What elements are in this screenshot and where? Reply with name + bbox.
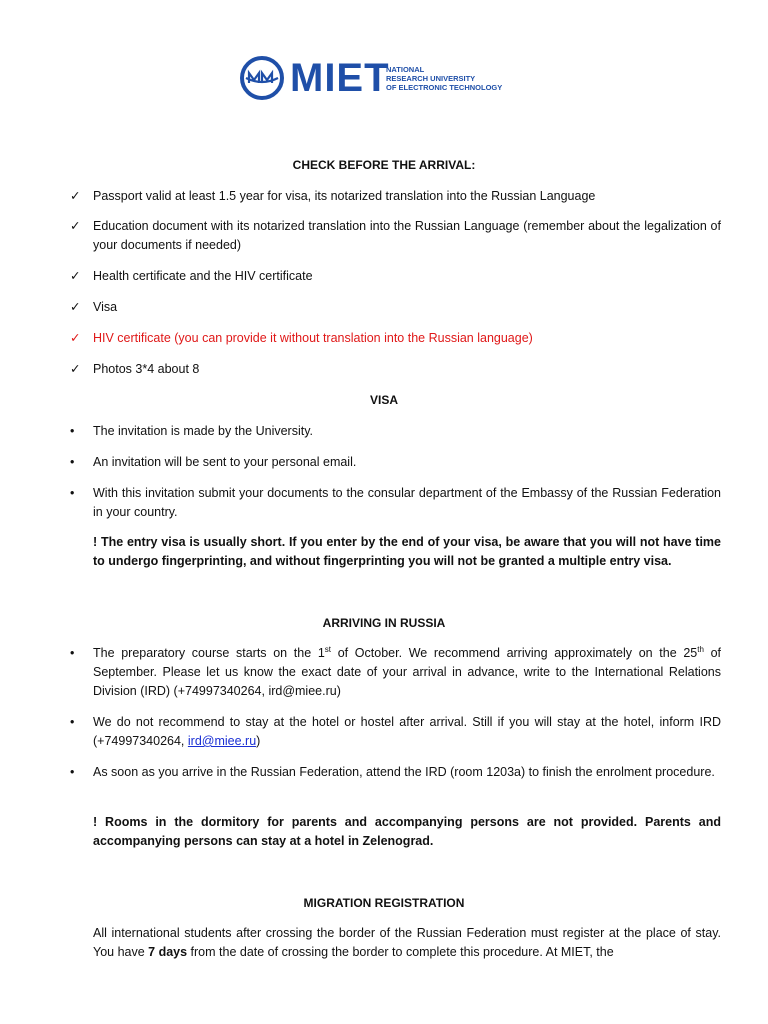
- bullet-icon: •: [70, 715, 75, 729]
- migration-text-part: All international students after crossing the border of the Russian Federation must register at the place of stay. You have: [93, 926, 721, 959]
- bullet-icon: •: [70, 455, 75, 469]
- arriving-item-text: [93, 644, 721, 701]
- check-item-text: Photos 3*4 about 8: [93, 362, 200, 376]
- miet-logo-icon: [240, 56, 284, 100]
- visa-item-text: An invitation will be sent to your personal email.: [93, 455, 357, 469]
- check-item-text: Health certificate and the HIV certificate: [93, 269, 313, 283]
- arriving-item-text-part: The preparatory course starts on the 1: [93, 646, 325, 660]
- visa-item-text: The invitation is made by the University.: [93, 424, 314, 438]
- migration-deadline: 7 days: [148, 945, 188, 959]
- superscript: st: [324, 644, 332, 654]
- logo-subtitle-line: RESEARCH UNIVERSITY: [386, 74, 476, 83]
- arriving-item-text-part: of September. Please let us know the exact date of your arrival in advance, write to the International Relations Division (IRD) (+74997340264, ird@miee.ru): [93, 646, 721, 698]
- visa-warning-note: ! The entry visa is usually short. If you enter by the end of your visa, be aware that you will not have time to undergo fingerprinting, and without fingerprinting you will not be granted a multiple entry visa.: [93, 535, 721, 568]
- arriving-item-text-part: of October. We recommend arriving approximately on the 25: [331, 646, 698, 660]
- checkmark-icon: ✓: [70, 189, 81, 203]
- check-item-text: HIV certificate (you can provide it without translation into the Russian language): [93, 331, 533, 345]
- logo-subtitle-line: OF ELECTRONIC TECHNOLOGY: [386, 83, 503, 92]
- arriving-item-text: As soon as you arrive in the Russian Federation, attend the IRD (room 1203a) to finish the enrolment procedure.: [93, 765, 715, 779]
- arriving-item-text-part: We do not recommend to stay at the hotel or hostel after arrival. Still if you will stay at the hotel, inform IRD (+74997340264,: [93, 715, 721, 748]
- logo-wordmark: MIET: [290, 56, 390, 100]
- check-item-text: Visa: [93, 300, 118, 314]
- check-item-text: Education document with its notarized translation into the Russian Language (remember about the legalization of your documents if needed): [93, 219, 721, 252]
- checkmark-icon: ✓: [70, 362, 81, 376]
- superscript: th: [697, 644, 704, 654]
- arriving-warning-note: ! Rooms in the dormitory for parents and accompanying persons are not provided. Parents and accompanying persons can stay at a hotel in Zelenograd.: [93, 815, 721, 848]
- bullet-icon: •: [70, 486, 75, 500]
- logo-subtitle: [386, 65, 546, 92]
- visa-section-title: VISA: [369, 393, 398, 407]
- bullet-icon: •: [70, 765, 75, 779]
- migration-text-part: from the date of crossing the border to complete this procedure. At MIET, the: [187, 945, 614, 959]
- check-section-title: CHECK BEFORE THE ARRIVAL:: [292, 158, 476, 172]
- migration-section-title: MIGRATION REGISTRATION: [303, 896, 465, 910]
- checkmark-icon: ✓: [70, 331, 81, 345]
- arriving-item-text-part: ): [256, 734, 261, 748]
- checkmark-icon: ✓: [70, 300, 81, 314]
- logo-subtitle-line: NATIONAL: [386, 65, 425, 74]
- bullet-icon: •: [70, 424, 75, 438]
- migration-paragraph: [93, 924, 721, 962]
- email-link[interactable]: ird@miee.ru: [187, 734, 257, 748]
- checkmark-icon: ✓: [70, 269, 81, 283]
- arriving-item-text: [93, 713, 721, 751]
- bullet-icon: •: [70, 646, 75, 660]
- check-item-text: Passport valid at least 1.5 year for visa, its notarized translation into the Russian Language: [93, 189, 596, 203]
- checkmark-icon: ✓: [70, 219, 81, 233]
- arriving-section-title: ARRIVING IN RUSSIA: [322, 616, 446, 630]
- miet-logo: [240, 56, 540, 100]
- visa-item-text: With this invitation submit your documents to the consular department of the Embassy of the Russian Federation in your country.: [93, 486, 721, 519]
